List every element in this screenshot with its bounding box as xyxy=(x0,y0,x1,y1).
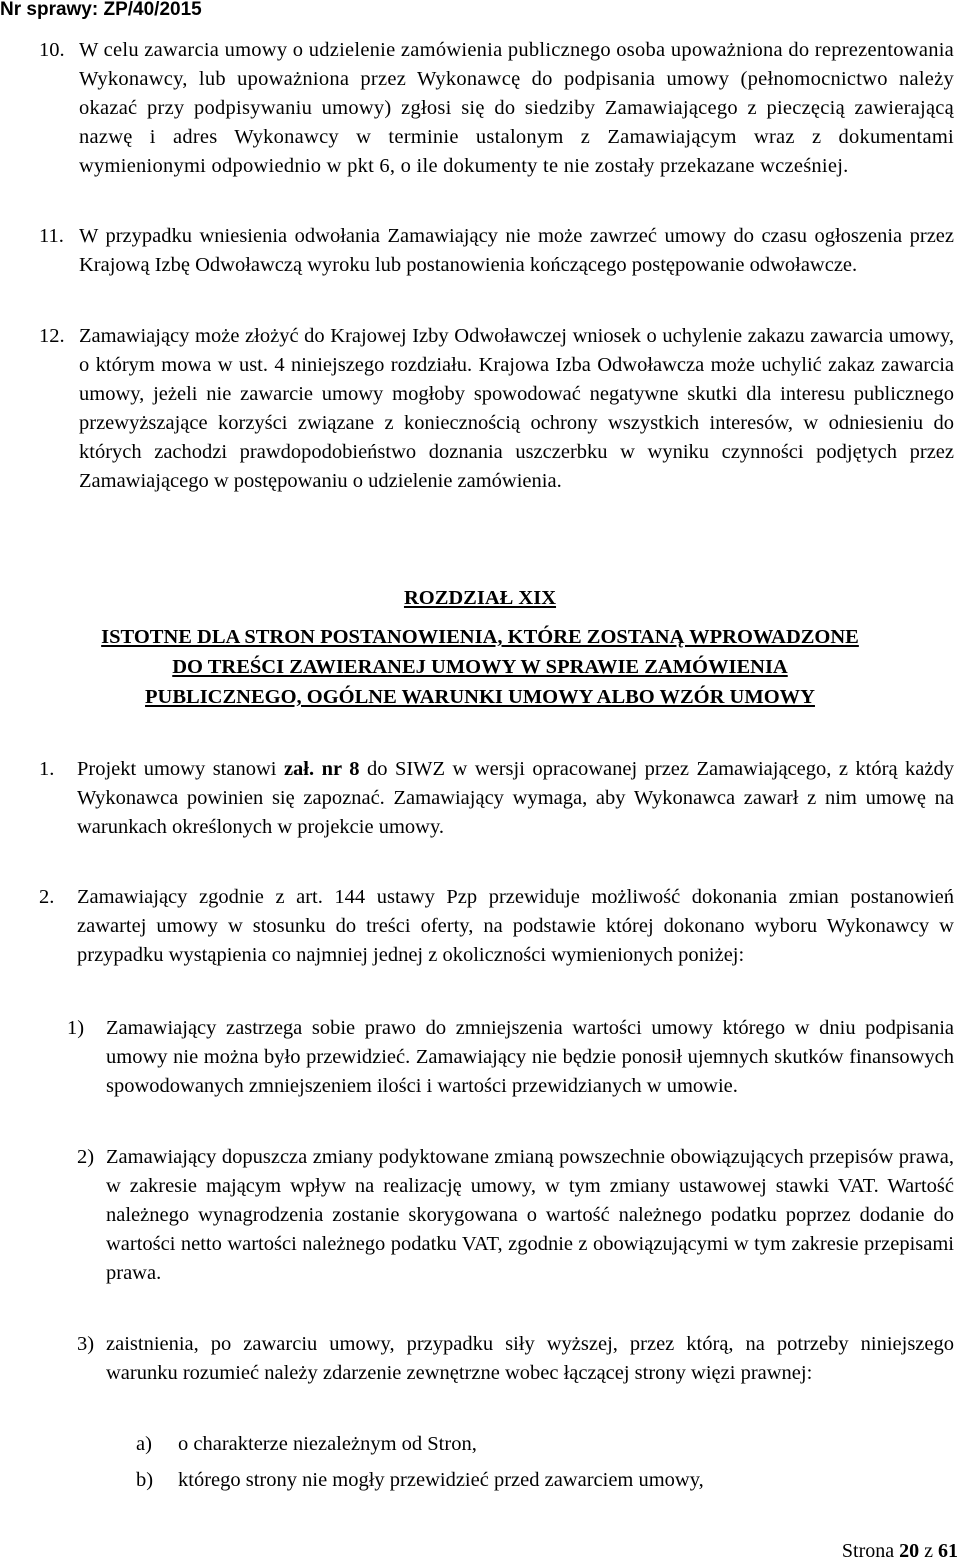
item-number: 2. xyxy=(39,886,55,908)
item-number: 11. xyxy=(39,225,64,247)
letter-item-b: którego strony nie mogły przewidzieć przed zawarciem umowy, xyxy=(178,1469,704,1491)
letter-marker: a) xyxy=(136,1433,152,1455)
subitem-number: 3) xyxy=(77,1333,95,1355)
chapter-number: ROZDZIAŁ XIX xyxy=(403,587,557,609)
subitem-3: zaistnienia, po zawarciu umowy, przypadku siły wyższej, przez którą, na potrzeby niniejszego warunku rozumieć należy zdarzenie zewnętrzne wobec łączącej strony więzi prawnej: xyxy=(106,1333,954,1384)
chapter-title: ISTOTNE DLA STRON POSTANOWIENIA, KTÓRE ZOSTANĄ WPROWADZONE DO TREŚCI ZAWIERANEJ UMOWY W SPRAWIE ZAMÓWIENIA PUBLICZNEGO, OGÓLNE WARUNKI UMOWY ALBO WZÓR UMOWY xyxy=(101,626,859,708)
paragraph-item-12: Zamawiający może złożyć do Krajowej Izby Odwoławczej wniosek o uchylenie zakazu zawarcia umowy, o którym mowa w ust. 4 niniejszego rozdziału. Krajowa Izba Odwoławcza może uchylić zakaz zawarcia umowy, jeżeli nie zawarcie umowy mogłoby spowodować negatywne skutki dla interesu publicznego przewyższające korzyści związane z koniecznością ochrony wszystkich interesów, w odniesieniu do których zachodzi prawdopodobieństwo doznania uszczerbku w wyniku czynności podjętych przez Zamawiającego w postępowaniu o udzielenie zamówienia. xyxy=(79,325,954,492)
paragraph-item-2: Zamawiający zgodnie z art. 144 ustawy Pzp przewiduje możliwość dokonania zmian postanowień zawartej umowy w stosunku do treści oferty, na podstawie której dokonano wyboru Wykonawcy w przypadku wystąpienia co najmniej jednej z okoliczności wymienionych poniżej: xyxy=(77,886,954,966)
case-number-header: Nr sprawy: ZP/40/2015 xyxy=(0,0,202,20)
paragraph-item-11: W przypadku wniesienia odwołania Zamawiający nie może zawrzeć umowy do czasu ogłoszenia przez Krajową Izbę Odwoławczą wyroku lub postanowienia kończącego postępowanie odwoławcze. xyxy=(79,225,954,276)
item-number: 1. xyxy=(39,758,55,780)
paragraph-item-1: Projekt umowy stanowi zał. nr 8 do SIWZ w wersji opracowanej przez Zamawiającego, z którą każdy Wykonawca powinien się zapoznać. Zamawiający wymaga, aby Wykonawca zawarł z nim umowę na warunkach określonych w projekcie umowy. xyxy=(77,758,954,838)
subitem-number: 2) xyxy=(77,1146,95,1168)
page-number: Strona 20 z 61 xyxy=(841,1540,958,1562)
item-number: 10. xyxy=(39,39,65,61)
subitem-1: Zamawiający zastrzega sobie prawo do zmniejszenia wartości umowy którego w dniu podpisania umowy nie można było przewidzieć. Zamawiający nie będzie ponosił ujemnych skutków finansowych spowodowanych zmniejszeniem ilości i wartości przewidzianych w umowie. xyxy=(106,1017,954,1097)
paragraph-item-10: W celu zawarcia umowy o udzielenie zamówienia publicznego osoba upoważniona do reprezentowania Wykonawcy, lub upoważniona przez Wykonawcę do podpisania umowy (pełnomocnictwo należy okazać przy podpisywaniu umowy) zgłosi się do siedziby Zamawiającego z pieczęcią zawierającą nazwę i adres Wykonawcy w terminie ustalonym z Zamawiającym wraz z dokumentami wymienionymi odpowiednio w pkt 6, o ile dokumenty te nie zostały przekazane wcześniej. xyxy=(79,39,954,177)
subitem-2: Zamawiający dopuszcza zmiany podyktowane zmianą powszechnie obowiązujących przepisów prawa, w zakresie mającym wpływ na realizację umowy, w tym zmiany ustawowej stawki VAT. Wartość należnego wynagrodzenia zostanie skorygowana o wartość należnego podatku poprzez dodanie do wartości netto wartości należnego podatku VAT, zgodnie z obowiązującymi w tym zakresie przepisami prawa. xyxy=(106,1146,954,1284)
subitem-number: 1) xyxy=(67,1017,85,1039)
letter-item-a: o charakterze niezależnym od Stron, xyxy=(178,1433,477,1455)
item-number: 12. xyxy=(39,325,65,347)
letter-marker: b) xyxy=(136,1469,154,1491)
